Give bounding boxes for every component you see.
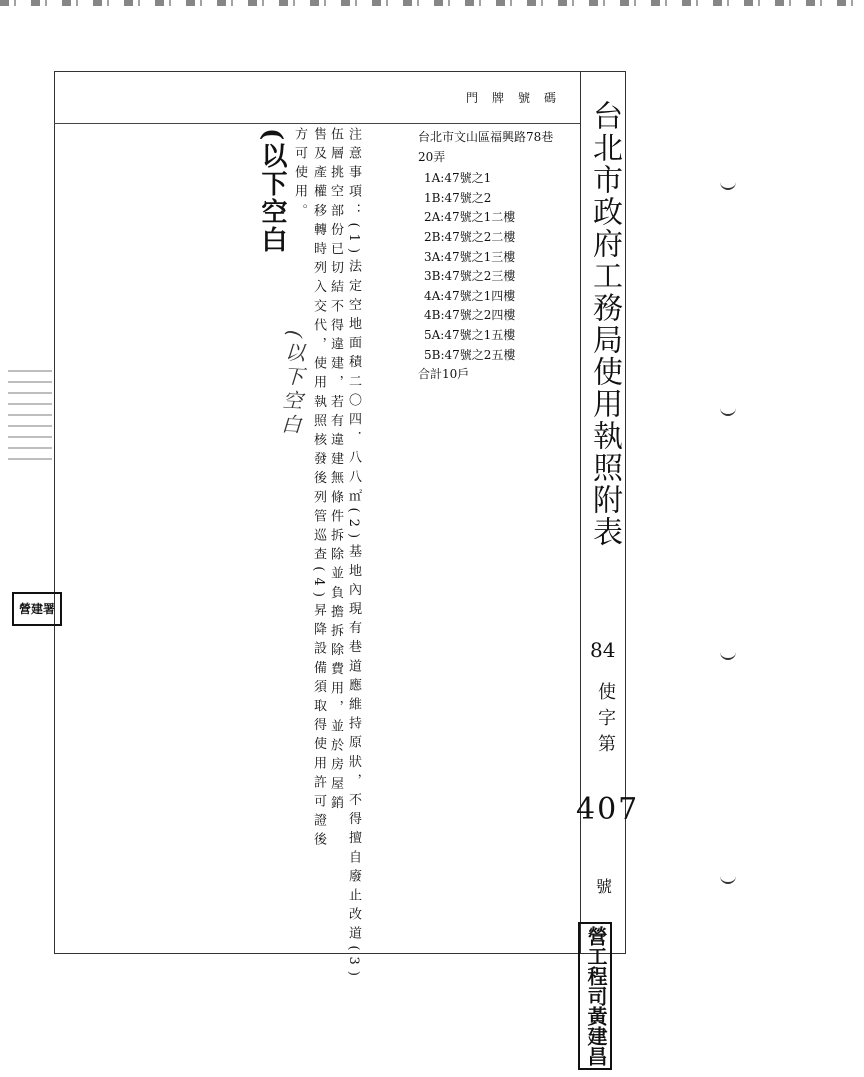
unit-row: 3B:47號之2三樓	[424, 269, 516, 284]
unit-row: 3A:47號之1三樓	[424, 249, 516, 264]
certificate-number: 407	[576, 792, 640, 827]
punch-mark	[720, 652, 736, 660]
column-header: 門牌號碼	[465, 91, 570, 105]
header-divider	[54, 123, 581, 124]
scan-edge-noise	[0, 0, 864, 6]
unit-row: 1A:47號之1	[424, 171, 492, 186]
address-line: 台北市文山區福興路78巷	[418, 130, 554, 144]
certificate-prefix: 使字第	[595, 682, 616, 760]
punch-mark	[720, 876, 736, 884]
scan-bleed	[8, 370, 52, 460]
notes-column-1: 注意事項：(1)法定空地面積二〇四．八八㎡(2)基地內現有巷道應維持原狀，不得擅自廢止改道(3)	[346, 127, 361, 983]
address-line: 20弄	[418, 149, 446, 164]
unit-row: 1B:47號之2	[424, 190, 492, 205]
notes-column-4: 方可使用。	[292, 127, 307, 223]
address-block	[418, 128, 578, 385]
notes-column-3: 售及產權移轉時列入交代，使用執照核發後列管巡查(4)昇降設備須取得使用許可證後	[311, 127, 326, 852]
official-seal: 營工程司黃建昌	[578, 922, 612, 1070]
unit-total: 合計10戶	[418, 367, 470, 382]
punch-mark	[720, 408, 736, 416]
unit-row: 4B:47號之2四樓	[424, 308, 516, 323]
below-blank-stamp: (以下空白	[257, 128, 287, 255]
notes-column-2: 伍層挑空部份已切結不得違建，若有違建無條件拆除並負擔拆除費用，並於房屋銷	[328, 127, 343, 815]
unit-row: 4A:47號之1四樓	[424, 288, 516, 303]
unit-row: 2B:47號之2二樓	[424, 229, 516, 244]
punch-mark	[720, 182, 736, 190]
unit-row: 5B:47號之2五樓	[424, 347, 516, 362]
unit-row: 5A:47號之1五樓	[424, 327, 516, 342]
certificate-year: 84	[590, 638, 616, 662]
side-seal: 營建署	[12, 592, 62, 626]
below-blank-handwritten: (以下空白	[277, 329, 307, 439]
unit-row: 2A:47號之1二樓	[424, 210, 516, 225]
certificate-suffix: 號	[596, 877, 613, 896]
document-title: 台北市政府工務局使用執照附表	[587, 100, 622, 548]
